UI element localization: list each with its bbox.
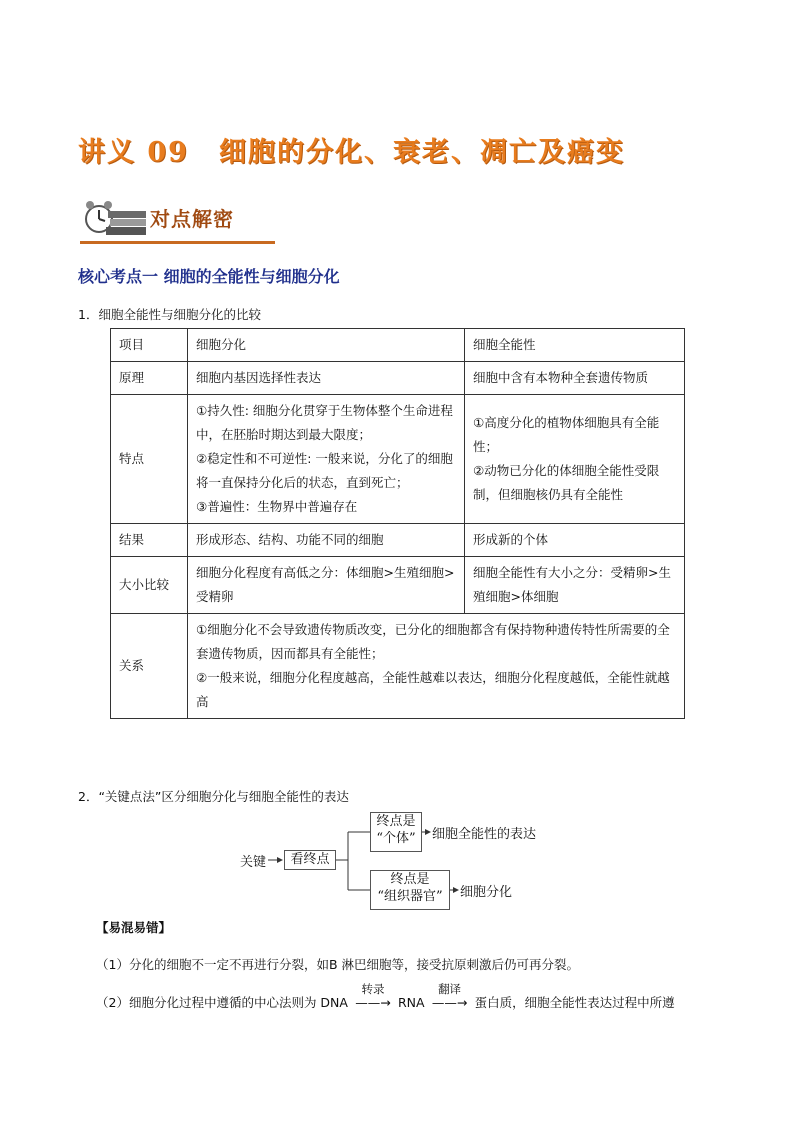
row-label: 特点 xyxy=(111,395,188,524)
row-label: 大小比较 xyxy=(111,557,188,614)
table-cell-total: 细胞全能性有大小之分：受精卵>生殖细胞>体细胞 xyxy=(465,557,685,614)
table-row xyxy=(111,557,685,614)
flow-top-box: 终点是 “个体” xyxy=(370,812,422,852)
section-heading: 核心考点一 细胞的全能性与细胞分化 xyxy=(78,267,340,286)
flow-mid-box: 看终点 xyxy=(284,850,336,870)
item-1-heading: 1．细胞全能性与细胞分化的比较 xyxy=(78,307,261,322)
title-topic: 细胞的分化、衰老、凋亡及癌变 xyxy=(218,137,625,168)
banner-label: 对点解密 xyxy=(150,207,234,231)
row-label: 结果 xyxy=(111,524,188,557)
row-label: 原理 xyxy=(111,362,188,395)
table-row xyxy=(111,395,685,524)
table-row xyxy=(111,524,685,557)
key-point-flowchart xyxy=(230,810,590,920)
table-cell-diff: 形成形态、结构、功能不同的细胞 xyxy=(188,524,465,557)
table-header-cell: 细胞全能性 xyxy=(465,329,685,362)
table-header-cell: 项目 xyxy=(111,329,188,362)
table-cell-total: ①高度分化的植物体细胞具有全能性； ②动物已分化的体细胞全能性受限制，但细胞核仍具有全能性 xyxy=(465,395,685,524)
flow-top-result: 细胞全能性的表达 xyxy=(432,827,537,842)
item-2-heading: 2．“关键点法”区分细胞分化与细胞全能性的表达 xyxy=(78,789,349,804)
table-row-relation xyxy=(111,614,685,719)
table-cell-total: 细胞中含有本物种全套遗传物质 xyxy=(465,362,685,395)
tip-paragraph-2: （2）细胞分化过程中遵循的中心法则为 DNA 转录 ——→ RNA 翻译 ——→ 蛋白质，细胞全能性表达过程中所遵 xyxy=(96,982,675,1010)
table-cell-total: 形成新的个体 xyxy=(465,524,685,557)
table-cell-diff: ①持久性: 细胞分化贯穿于生物体整个生命进程中，在胚胎时期达到最大限度； ②稳定性和不可逆性: 一般来说，分化了的细胞将一直保持分化后的状态，直到死亡； ③普遍性：生物界中普遍存在 xyxy=(188,395,465,524)
page-title xyxy=(78,130,728,169)
banner-underline xyxy=(80,241,275,244)
flow-bottom-result: 细胞分化 xyxy=(460,885,513,900)
comparison-table xyxy=(110,328,685,719)
relation-cell: ①细胞分化不会导致遗传物质改变，已分化的细胞都含有保持物种遗传特性所需要的全套遗传物质，因而都具有全能性； ②一般来说，细胞分化程度越高，全能性越难以表达，细胞分化程度越低，全能性就越高 xyxy=(188,614,685,719)
tips-heading: 【易混易错】 xyxy=(96,920,172,935)
row-label: 关系 xyxy=(111,614,188,719)
translation-arrow: 翻译 ——→ xyxy=(431,982,468,1010)
table-cell-diff: 细胞内基因选择性表达 xyxy=(188,362,465,395)
tip-paragraph-1: （1）分化的细胞不一定不再进行分裂，如B 淋巴细胞等，接受抗原刺激后仍可再分裂。 xyxy=(96,957,580,972)
flow-bottom-box: 终点是 “组织器官” xyxy=(370,870,450,910)
table-cell-diff: 细胞分化程度有高低之分：体细胞>生殖细胞>受精卵 xyxy=(188,557,465,614)
flow-start-label: 关键 xyxy=(240,855,267,870)
section-banner xyxy=(80,197,275,247)
table-header-cell: 细胞分化 xyxy=(188,329,465,362)
transcription-arrow: 转录 ——→ xyxy=(355,982,391,1010)
books-icon xyxy=(106,209,148,237)
title-lecture-number: 讲义 09 xyxy=(78,137,189,168)
table-row xyxy=(111,362,685,395)
table-header-row xyxy=(111,329,685,362)
